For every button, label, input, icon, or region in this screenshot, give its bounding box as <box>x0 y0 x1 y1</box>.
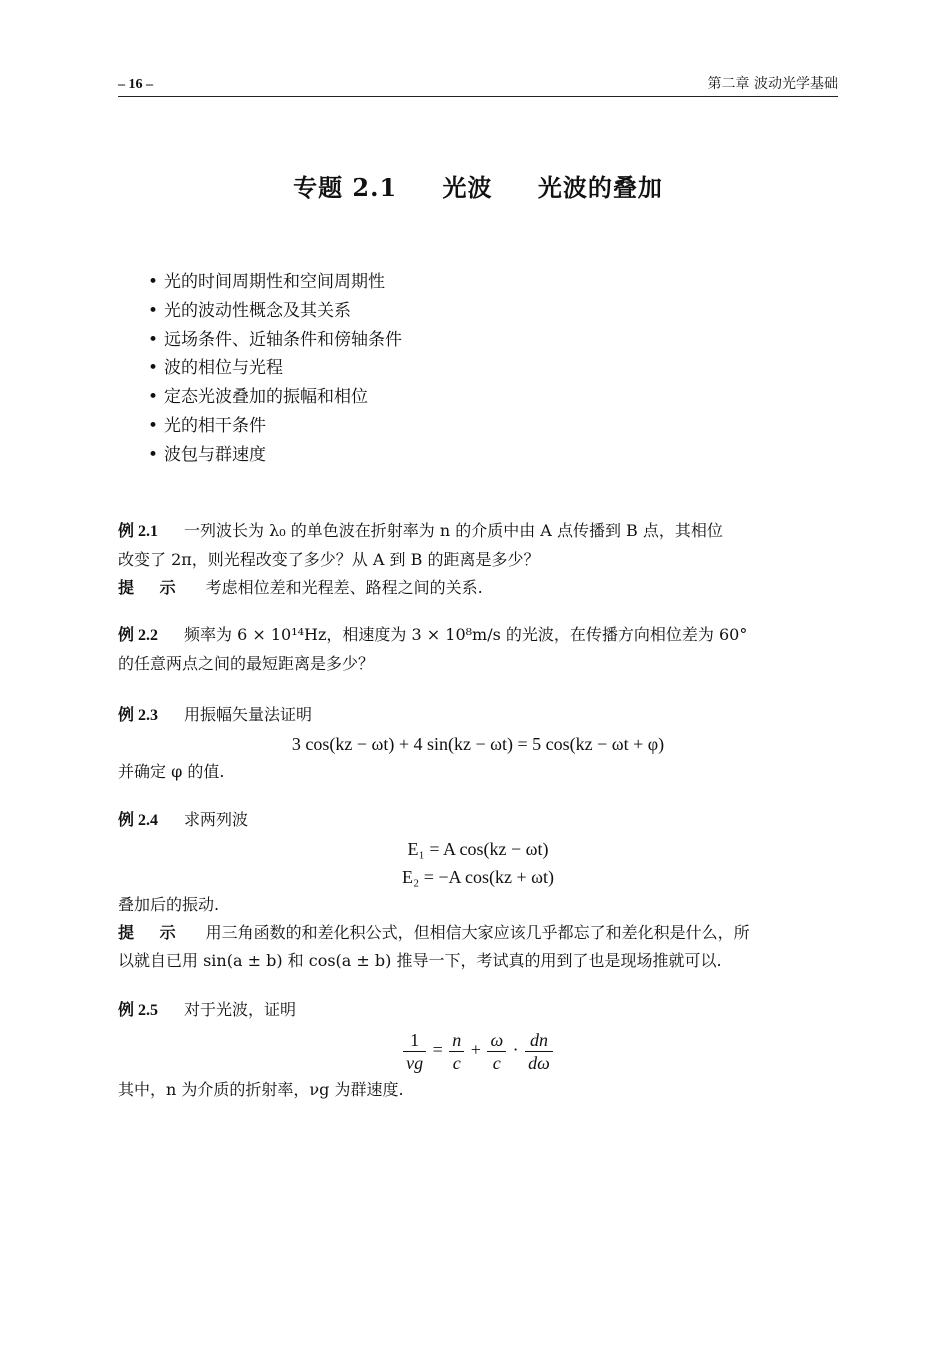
example-label: 例 2.3 <box>118 707 159 724</box>
example-text-line: 并确定 φ 的值. <box>118 762 225 781</box>
equation-e1: E₁ = A cos(kz − ωt) <box>407 839 549 859</box>
topic-list <box>148 268 402 470</box>
example-text-line: 其中，n 为介质的折射率，νg 为群速度. <box>118 1080 404 1099</box>
example-label: 例 2.1 <box>118 523 159 540</box>
equals-sign: = <box>432 1039 443 1060</box>
plus-sign: + <box>470 1039 481 1060</box>
example-text-line: 一列波长为 λ₀ 的单色波在折射率为 n 的介质中由 A 点传播到 B 点，其相位 <box>184 521 723 540</box>
example-text-line: 对于光波，证明 <box>184 1000 297 1019</box>
example-label: 例 2.2 <box>118 627 159 644</box>
hint-label: 提 示 <box>118 923 186 942</box>
fraction: $\frac{dn}{d\omega}$ <box>525 1029 553 1074</box>
topic-item: • 定态光波叠加的振幅和相位 <box>148 383 402 412</box>
example-2-2 <box>118 621 838 678</box>
example-2-4 <box>118 806 838 975</box>
example-text-line: 改变了 2π，则光程改变了多少？从 A 到 B 的距离是多少？ <box>118 550 540 569</box>
hint-text: 用三角函数的和差化积公式，但相信大家应该几乎都忘了和差化积是什么，所 <box>205 923 750 942</box>
section-title-part2: 光波的叠加 <box>537 173 663 202</box>
section-number: 专题 2.1 <box>293 173 398 202</box>
example-label: 例 2.5 <box>118 1002 159 1019</box>
running-header <box>118 76 838 97</box>
equation: 3 cos(kz − ωt) + 4 sin(kz − ωt) = 5 cos(kz − ωt + φ) <box>291 734 665 754</box>
topic-item: • 远场条件、近轴条件和傍轴条件 <box>148 326 402 355</box>
fraction: $\frac{1}{\nu g}$ <box>403 1029 426 1074</box>
dot-operator: · <box>512 1039 519 1060</box>
section-title-part1: 光波 <box>442 173 493 202</box>
equation-e2: E₂ = −A cos(kz + ωt) <box>401 867 555 887</box>
fraction: $\frac{n}{c}$ <box>449 1029 464 1074</box>
group-velocity-equation <box>118 1029 838 1074</box>
topic-item: • 光的波动性概念及其关系 <box>148 297 402 326</box>
topic-item: • 光的时间周期性和空间周期性 <box>148 268 402 297</box>
fraction: $\frac{\omega}{c}$ <box>487 1029 506 1074</box>
example-text-line: 频率为 6 × 10¹⁴Hz，相速度为 3 × 10⁸m/s 的光波，在传播方向相位差为 60° <box>184 625 748 644</box>
topic-item: • 波的相位与光程 <box>148 354 402 383</box>
example-text-line: 叠加后的振动. <box>118 895 220 914</box>
example-2-3 <box>118 701 838 786</box>
chapter-title: 第二章 波动光学基础 <box>707 76 838 92</box>
topic-item: • 光的相干条件 <box>148 412 402 441</box>
page-number: – 16 – <box>118 77 153 92</box>
hint-label: 提 示 <box>118 578 186 597</box>
section-title <box>118 168 838 203</box>
example-label: 例 2.4 <box>118 812 159 829</box>
example-text-line: 用振幅矢量法证明 <box>184 705 313 724</box>
example-text-line: 的任意两点之间的最短距离是多少？ <box>118 654 375 673</box>
example-2-1 <box>118 517 838 602</box>
example-text-line: 求两列波 <box>184 810 249 829</box>
topic-item: • 波包与群速度 <box>148 441 402 470</box>
hint-text: 以就自已用 sin(a ± b) 和 cos(a ± b) 推导一下，考试真的用到了也是现场推就可以. <box>118 951 722 970</box>
hint-text: 考虑相位差和光程差、路程之间的关系. <box>205 578 483 597</box>
example-2-5 <box>118 996 838 1104</box>
